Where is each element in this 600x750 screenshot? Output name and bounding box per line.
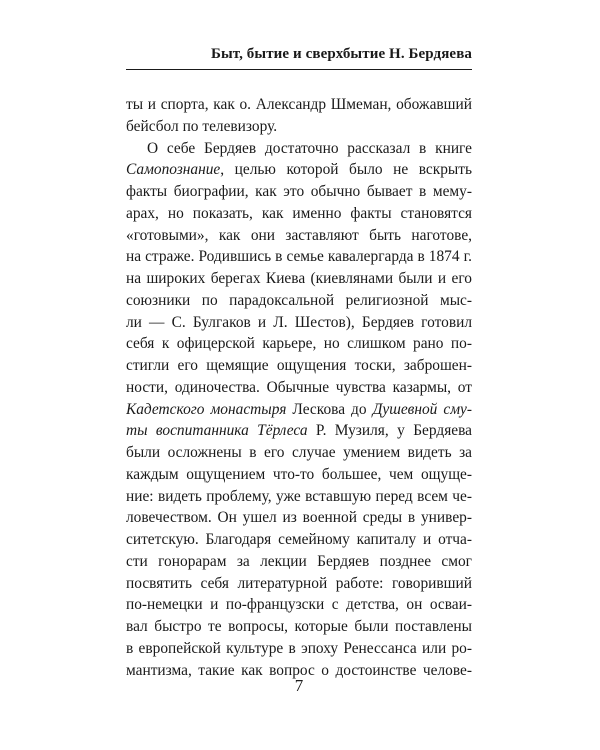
text-segment: «готовыми», как они заставляют быть наготове, — [126, 226, 472, 244]
text-segment: союзники по парадоксальной религиозной мыс- — [126, 291, 472, 309]
text-line — [126, 377, 472, 399]
text-segment: ности, одиночества. Обычные чувства казармы, от — [126, 378, 472, 396]
text-segment: каждым ощущением что-то большее, чем ощуще- — [126, 465, 472, 483]
text-line — [126, 420, 472, 442]
text-line — [126, 268, 472, 290]
text-line — [126, 94, 472, 116]
text-segment: были осложнены в его случае умением видеть за — [126, 444, 472, 461]
text-line — [126, 225, 472, 247]
text-segment: в европейской культуре в эпоху Ренессанса или ро- — [126, 639, 472, 657]
text-line — [126, 181, 472, 203]
italic-title: Кадетского монастыря — [126, 400, 287, 418]
text-segment: Лескова до — [286, 400, 373, 418]
text-line — [126, 355, 472, 377]
text-line — [126, 464, 472, 486]
text-segment: на широких берегах Киева (киевлянами были и его — [126, 270, 472, 287]
text-line — [126, 638, 472, 660]
text-segment: факты биографии, как это обычно бывает в мему- — [126, 183, 472, 200]
text-line — [126, 486, 472, 508]
text-segment: ситетскую. Благодаря семейному капиталу и отча- — [126, 531, 472, 548]
text-segment: ты и спорта, как о. Александр Шмеман, обожавший — [126, 96, 472, 113]
text-segment: ловечеством. Он ушел из военной среды в универ- — [126, 509, 472, 527]
text-line — [126, 312, 472, 334]
text-segment: посвятить себя литературной работе: говоривший — [126, 574, 472, 592]
text-line — [126, 529, 472, 551]
text-line — [126, 159, 472, 181]
text-segment: на страже. Родившись в семье кавалергарда в 1874 г. — [126, 248, 472, 266]
text-line — [126, 507, 472, 529]
text-line — [126, 594, 472, 616]
text-line — [126, 138, 472, 160]
text-segment: стигли его щемящие ощущения тоски, заброшен- — [126, 357, 472, 374]
text-segment: по-немецки и по-французски с детства, он осваи- — [126, 596, 472, 614]
text-line — [126, 203, 472, 225]
text-segment: мантизма, такие как вопрос о достоинстве челове- — [126, 661, 472, 679]
text-segment: бейсбол по телевизору. — [126, 117, 278, 135]
text-line — [126, 399, 472, 421]
italic-title: Душевной сму- — [372, 400, 472, 418]
text-line — [126, 551, 472, 573]
body-text — [126, 94, 472, 681]
italic-title: Самопознание — [126, 161, 221, 179]
header-rule — [126, 69, 472, 70]
text-line — [126, 333, 472, 355]
text-segment: вал быстро те вопросы, которые были поставлены — [126, 618, 472, 635]
page-number: 7 — [294, 676, 304, 695]
text-line — [126, 573, 472, 595]
text-segment: ли — С. Булгаков и Л. Шестов), Бердяев готовил — [126, 313, 472, 331]
text-segment: арах, но показать, как именно факты становятся — [126, 204, 472, 222]
text-segment: , целью которой было не вскрыть — [220, 161, 472, 179]
text-segment: себя к офицерской карьере, но слишком рано по- — [126, 335, 472, 353]
text-line — [126, 290, 472, 312]
running-head-title: Быт, бытие и сверхбытие Н. Бердяева — [210, 46, 472, 62]
text-segment: Р. Музиля, у Бердяева — [307, 422, 472, 440]
text-segment: ние: видеть проблему, уже вставшую перед всем че- — [126, 487, 472, 505]
text-line — [126, 616, 472, 638]
text-segment: О себе Бердяев достаточно рассказал в книге — [147, 139, 472, 157]
italic-title: ты воспитанника Тёрлеса — [126, 422, 308, 440]
text-segment: сти гонорарам за лекции Бердяев позднее смог — [126, 552, 472, 570]
text-line — [126, 116, 472, 138]
text-line — [126, 246, 472, 268]
text-line — [126, 442, 472, 464]
